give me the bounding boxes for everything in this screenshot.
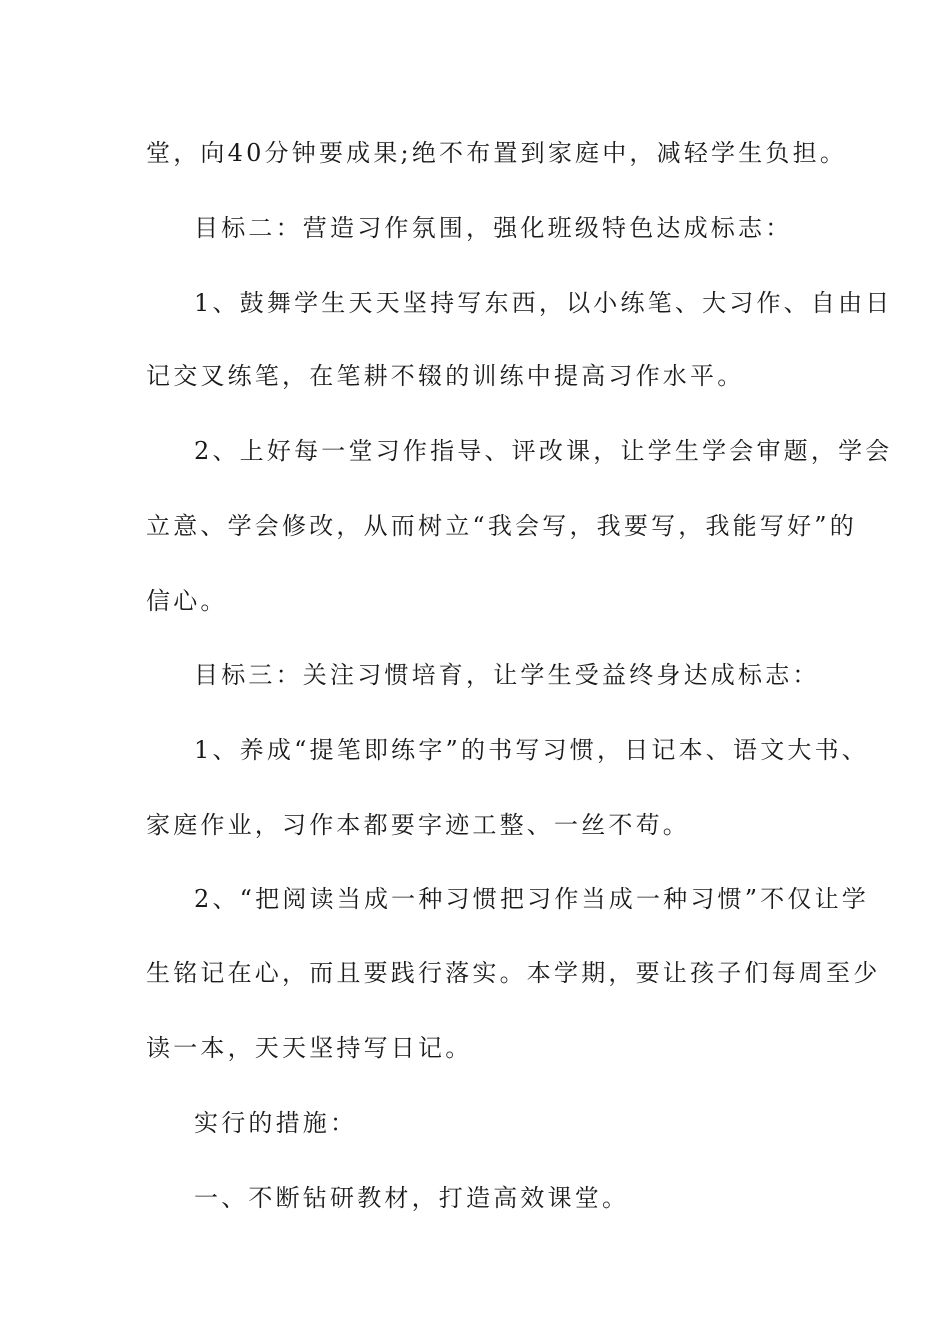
goal-heading: 目标二：营造习作氛围，强化班级特色达成标志： xyxy=(194,214,793,242)
paragraph-line: 一、不断钻研教材，打造高效课堂。 xyxy=(194,1184,630,1212)
paragraph-line: 1、鼓舞学生天天坚持写东西，以小练笔、大习作、自由日 xyxy=(194,289,893,317)
paragraph-line: 读一本，天天坚持写日记。 xyxy=(146,1034,473,1062)
section-heading: 实行的措施： xyxy=(194,1109,358,1137)
paragraph-line: 家庭作业，习作本都要字迹工整、一丝不苟。 xyxy=(146,811,690,839)
paragraph-line: 2、上好每一堂习作指导、评改课，让学生学会审题，学会 xyxy=(194,437,893,465)
goal-heading: 目标三：关注习惯培育，让学生受益终身达成标志： xyxy=(194,661,820,689)
paragraph-line: 堂，向40分钟要成果;绝不布置到家庭中，减轻学生负担。 xyxy=(146,139,848,167)
paragraph-line: 1、养成“提笔即练字”的书写习惯，日记本、语文大书、 xyxy=(194,736,870,764)
paragraph-line: 记交叉练笔，在笔耕不辍的训练中提高习作水平。 xyxy=(146,362,745,390)
paragraph-line: 2、“把阅读当成一种习惯把习作当成一种习惯”不仅让学 xyxy=(194,885,870,913)
paragraph-line: 信心。 xyxy=(146,587,228,615)
paragraph-line: 生铭记在心，而且要践行落实。本学期，要让孩子们每周至少 xyxy=(146,959,881,987)
paragraph-line: 立意、学会修改，从而树立“我会写，我要写，我能写好”的 xyxy=(146,512,857,540)
